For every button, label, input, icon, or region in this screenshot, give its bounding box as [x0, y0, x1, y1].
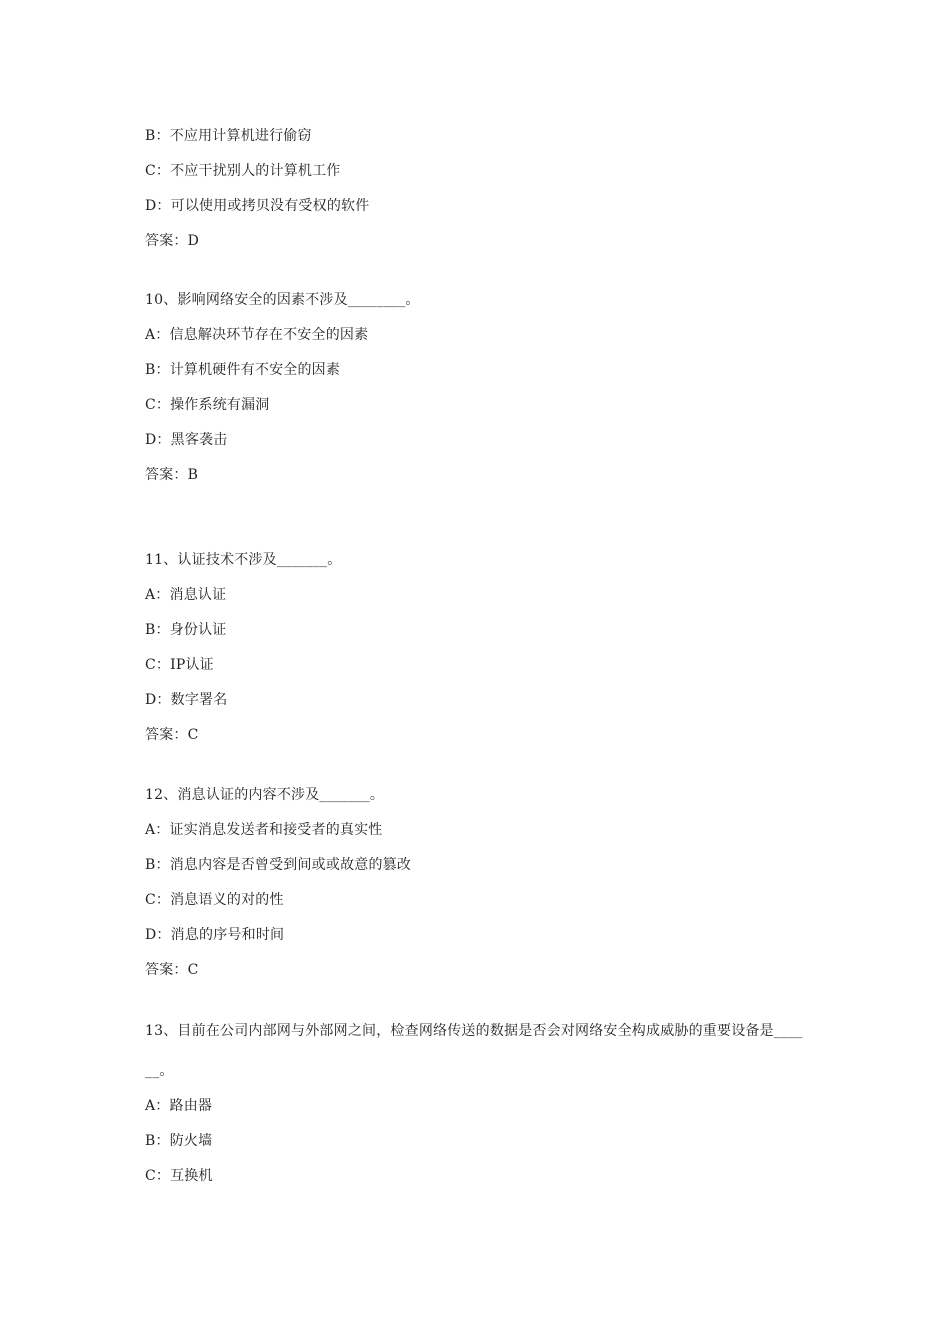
q11-question: 11、认证技术不涉及_______。 [145, 552, 342, 568]
q12-question: 12、消息认证的内容不涉及_______。 [145, 787, 385, 803]
q12-option-c: C：消息语义的对的性 [145, 892, 284, 908]
q11-option-c: C：IP认证 [145, 657, 214, 673]
q11-option-d: D：数字署名 [145, 692, 228, 708]
q12-answer: 答案：C [145, 962, 199, 978]
q9-option-d: D：可以使用或拷贝没有受权的软件 [145, 198, 370, 214]
q10-option-b: B：计算机硬件有不安全的因素 [145, 362, 341, 378]
q12-option-b: B：消息内容是否曾受到间或或故意的篡改 [145, 857, 412, 873]
q10-option-c: C：操作系统有漏洞 [145, 397, 270, 413]
q12-option-a: A：证实消息发送者和接受者的真实性 [145, 822, 383, 838]
q13-question-line1: 13、目前在公司内部网与外部网之间，检查网络传送的数据是否会对网络安全构成威胁的重要设备是____ [145, 1023, 803, 1039]
q13-option-a: A：路由器 [145, 1098, 213, 1114]
q13-option-c: C：互换机 [145, 1168, 213, 1184]
q9-option-b: B：不应用计算机进行偷窃 [145, 128, 312, 144]
q10-answer: 答案：B [145, 467, 199, 483]
q11-option-a: A：消息认证 [145, 587, 227, 603]
q9-option-c: C：不应干扰别人的计算机工作 [145, 163, 341, 179]
q9-answer: 答案：D [145, 233, 200, 249]
q10-option-d: D：黑客袭击 [145, 432, 228, 448]
q10-question: 10、影响网络安全的因素不涉及________。 [145, 292, 420, 308]
q10-option-a: A：信息解决环节存在不安全的因素 [145, 327, 369, 343]
q12-option-d: D：消息的序号和时间 [145, 927, 285, 943]
q13-question-line2: __。 [145, 1063, 174, 1079]
q11-option-b: B：身份认证 [145, 622, 227, 638]
q13-option-b: B：防火墙 [145, 1133, 213, 1149]
q11-answer: 答案：C [145, 727, 199, 743]
